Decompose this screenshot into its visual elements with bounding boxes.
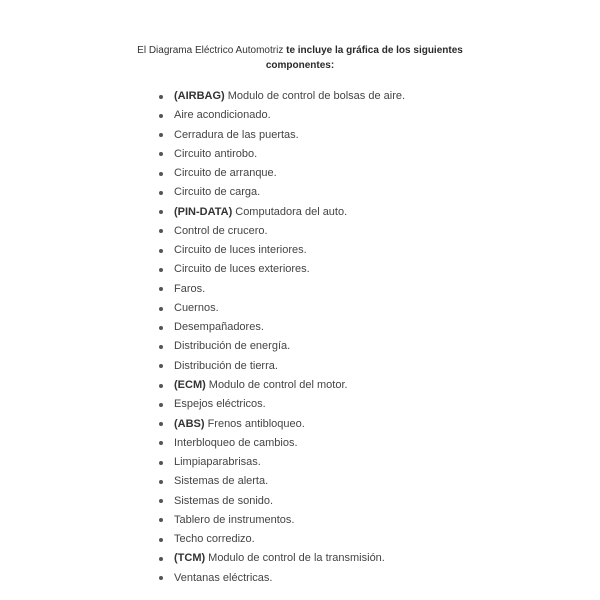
component-abbreviation: (ECM) bbox=[174, 378, 206, 391]
intro-bold-text-2: componentes: bbox=[265, 60, 335, 71]
component-name: Circuito de arranque. bbox=[174, 167, 277, 180]
bullet-icon bbox=[159, 557, 163, 561]
bullet-icon bbox=[159, 576, 163, 580]
bullet-icon bbox=[159, 403, 163, 407]
component-name: Sistemas de sonido. bbox=[174, 494, 274, 507]
component-name: Cerradura de las puertas. bbox=[174, 128, 299, 141]
list-item bbox=[159, 280, 405, 299]
bullet-icon bbox=[159, 326, 163, 330]
list-item bbox=[159, 376, 405, 395]
bullet-icon bbox=[159, 499, 163, 503]
bullet-icon bbox=[159, 538, 163, 542]
bullet-icon bbox=[159, 268, 163, 272]
bullet-icon bbox=[159, 249, 163, 253]
list-item bbox=[159, 434, 405, 453]
bullet-icon bbox=[159, 133, 163, 137]
component-name: Circuito de carga. bbox=[174, 186, 261, 199]
list-item bbox=[159, 357, 405, 376]
bullet-icon bbox=[159, 461, 163, 465]
bullet-icon bbox=[159, 114, 163, 118]
component-name: Desempañadores. bbox=[174, 321, 264, 334]
bullet-icon bbox=[159, 210, 163, 214]
list-item bbox=[159, 453, 405, 472]
list-item bbox=[159, 395, 405, 414]
list-item bbox=[159, 511, 405, 530]
component-name: Computadora del auto. bbox=[235, 205, 348, 218]
list-item bbox=[159, 126, 405, 145]
intro-paragraph bbox=[0, 43, 600, 73]
list-item bbox=[159, 569, 405, 588]
component-list bbox=[159, 87, 405, 588]
component-name: Circuito de luces exteriores. bbox=[174, 263, 310, 276]
bullet-icon bbox=[159, 287, 163, 291]
component-name: Interbloqueo de cambios. bbox=[174, 436, 298, 449]
component-name: Circuito de luces interiores. bbox=[174, 244, 307, 257]
component-name: Limpiaparabrisas. bbox=[174, 456, 261, 469]
component-name: Ventanas eléctricas. bbox=[174, 571, 273, 584]
component-abbreviation: (ABS) bbox=[174, 417, 205, 430]
intro-line-2 bbox=[0, 58, 600, 73]
list-item bbox=[159, 164, 405, 183]
list-item bbox=[159, 222, 405, 241]
component-name: Modulo de control del motor. bbox=[208, 378, 348, 391]
intro-normal-text: El Diagrama Eléctrico Automotriz bbox=[137, 45, 284, 56]
bullet-icon bbox=[159, 384, 163, 388]
list-item bbox=[159, 241, 405, 260]
list-item bbox=[159, 549, 405, 568]
component-name: Faros. bbox=[174, 282, 206, 295]
bullet-icon bbox=[159, 422, 163, 426]
component-name: Tablero de instrumentos. bbox=[174, 513, 295, 526]
component-abbreviation: (TCM) bbox=[174, 552, 206, 565]
component-name: Techo corredizo. bbox=[174, 533, 255, 546]
list-item bbox=[159, 318, 405, 337]
component-name: Control de crucero. bbox=[174, 224, 268, 237]
list-item bbox=[159, 472, 405, 491]
component-name: Circuito antirobo. bbox=[174, 147, 258, 160]
intro-bold-text-1: te incluye la gráfica de los siguientes bbox=[286, 45, 463, 56]
bullet-icon bbox=[159, 229, 163, 233]
list-item bbox=[159, 106, 405, 125]
component-name: Distribución de energía. bbox=[174, 340, 291, 353]
list-item bbox=[159, 415, 405, 434]
intro-line-1 bbox=[0, 43, 600, 58]
bullet-icon bbox=[159, 441, 163, 445]
component-name: Modulo de control de bolsas de aire. bbox=[227, 90, 406, 102]
bullet-icon bbox=[159, 480, 163, 484]
list-item bbox=[159, 337, 405, 356]
bullet-icon bbox=[159, 191, 163, 195]
list-item bbox=[159, 183, 405, 202]
component-name: Cuernos. bbox=[174, 301, 219, 314]
list-item bbox=[159, 203, 405, 222]
component-name: Espejos eléctricos. bbox=[174, 398, 266, 411]
bullet-icon bbox=[159, 152, 163, 156]
bullet-icon bbox=[159, 95, 163, 99]
component-abbreviation: (PIN-DATA) bbox=[174, 205, 233, 218]
bullet-icon bbox=[159, 345, 163, 349]
list-item bbox=[159, 530, 405, 549]
component-name: Aire acondicionado. bbox=[174, 109, 271, 122]
list-item bbox=[159, 87, 405, 106]
list-item bbox=[159, 145, 405, 164]
component-name: Frenos antibloqueo. bbox=[207, 417, 305, 430]
list-item bbox=[159, 299, 405, 318]
bullet-icon bbox=[159, 307, 163, 311]
bullet-icon bbox=[159, 518, 163, 522]
list-item bbox=[159, 260, 405, 279]
list-item bbox=[159, 492, 405, 511]
component-name: Sistemas de alerta. bbox=[174, 475, 269, 488]
component-name: Distribución de tierra. bbox=[174, 359, 278, 372]
bullet-icon bbox=[159, 172, 163, 176]
bullet-icon bbox=[159, 364, 163, 368]
component-abbreviation: (AIRBAG) bbox=[174, 90, 225, 102]
component-name: Modulo de control de la transmisión. bbox=[208, 552, 385, 565]
